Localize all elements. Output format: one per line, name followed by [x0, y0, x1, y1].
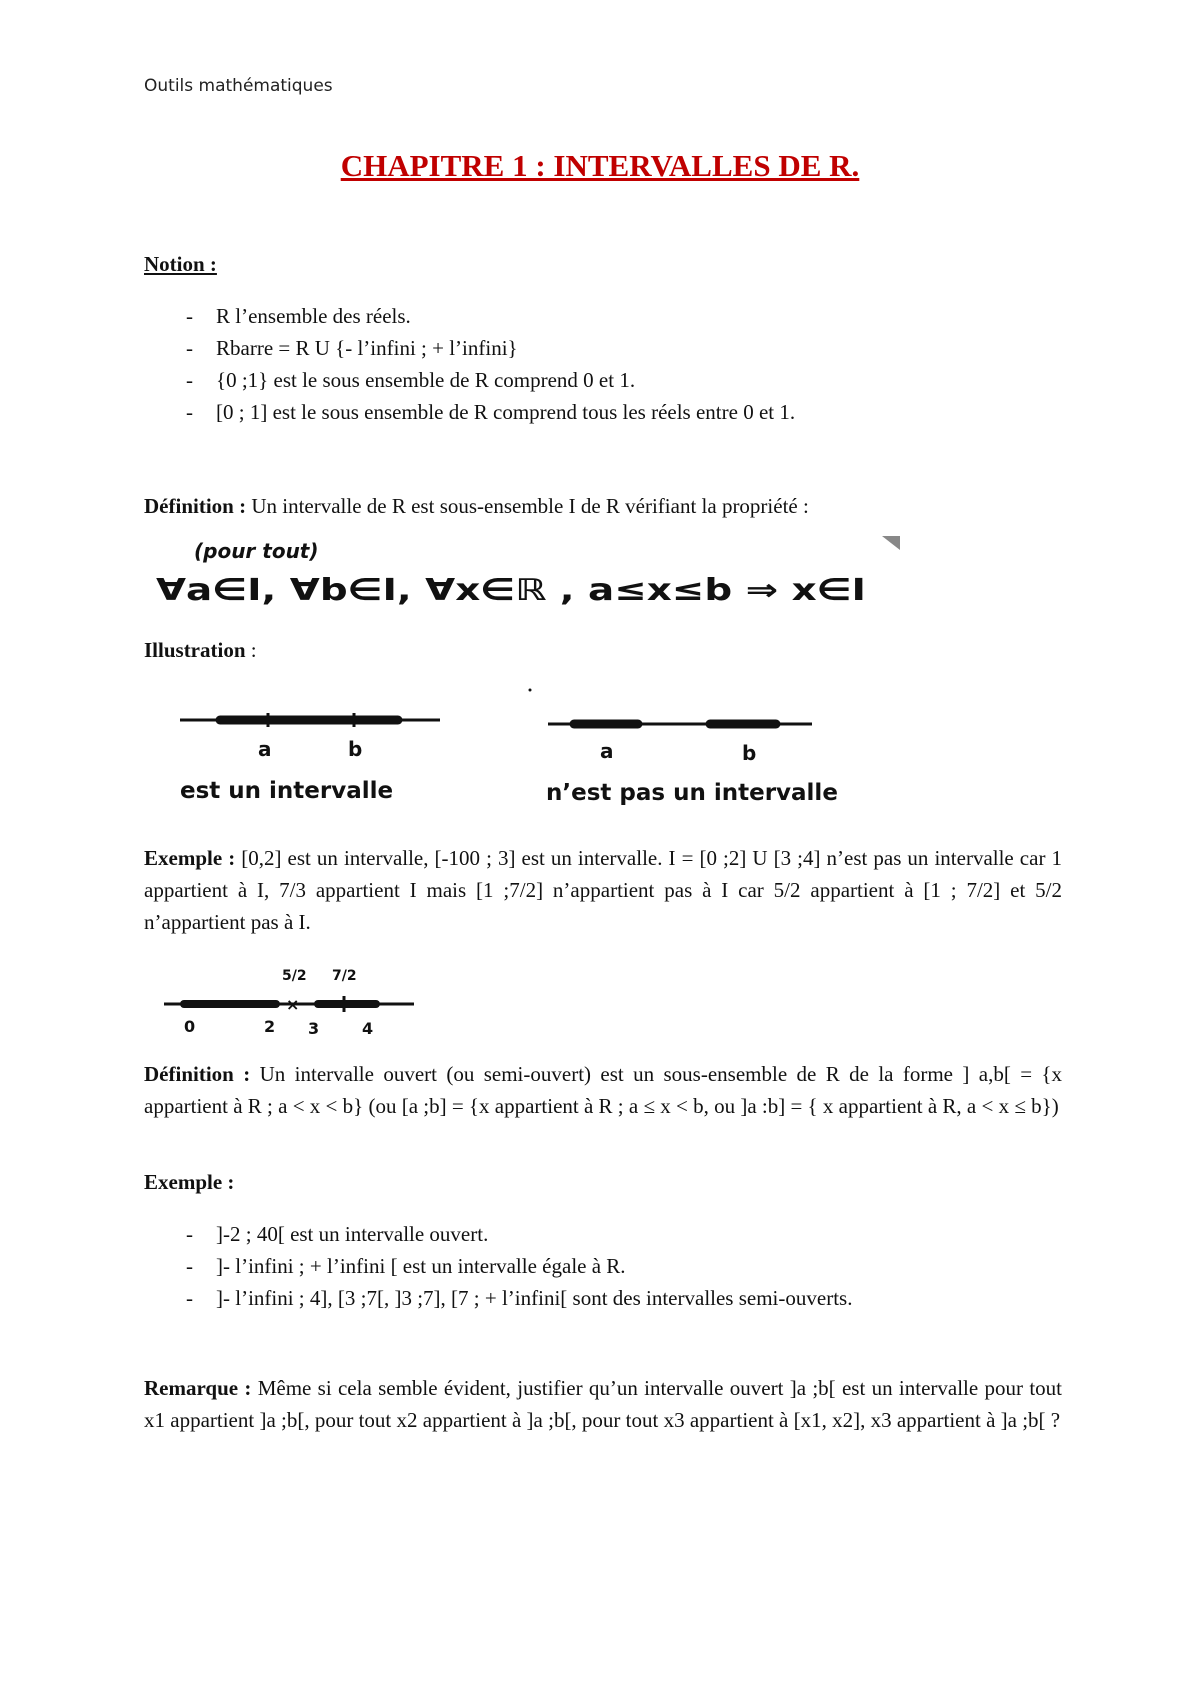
- list-item: - {0 ;1} est le sous ensemble de R comprend 0 et 1.: [144, 364, 1062, 396]
- fraction-7-2: 7/2: [332, 968, 357, 984]
- example-2-list-wrapper: [144, 1218, 1062, 1314]
- label-a-left: a: [258, 737, 272, 761]
- label-b-right: b: [742, 741, 757, 765]
- definition-text: Un intervalle de R est sous-ensemble I de R vérifiant la propriété :: [246, 494, 809, 518]
- definition-label: Définition :: [144, 494, 247, 518]
- definition-label: Définition :: [144, 1062, 251, 1086]
- illustration-suffix: :: [245, 638, 257, 662]
- remark-label: Remarque :: [144, 1376, 252, 1400]
- example-label: Exemple :: [144, 846, 236, 870]
- example-1: [144, 842, 1062, 938]
- notion-list-wrapper: [144, 300, 1062, 428]
- caption-right: n’est pas un intervalle: [546, 780, 838, 806]
- list-item: - R l’ensemble des réels.: [144, 300, 1062, 332]
- definition-text: Un intervalle ouvert (ou semi-ouvert) est un sous-ensemble de R de la forme ] a,b[ = {x appartient à R ; a < x < b} (ou [a ;b] = {x appartient à R ; a ≤ x < b, ou ]a :b] = { x appartient à R, a < x ≤ b}): [144, 1062, 1063, 1118]
- label-b-left: b: [348, 737, 363, 761]
- notion-section: [144, 248, 1062, 280]
- definition-1: [144, 490, 1062, 522]
- list-item: - [0 ; 1] est le sous ensemble de R comprend tous les réels entre 0 et 1.: [144, 396, 1062, 428]
- notion-list: [144, 300, 1062, 428]
- cross-mark: ×: [286, 995, 300, 1014]
- handwritten-note: (pour tout): [194, 539, 319, 563]
- example-number-line-figure: [144, 960, 434, 1044]
- page-title: CHAPITRE 1 : INTERVALLES DE R.: [340, 148, 860, 183]
- example-label: Exemple :: [144, 1170, 235, 1194]
- handwritten-formula: ∀a∈I, ∀b∈I, ∀x∈ℝ , a≤x≤b ⇒ x∈I: [156, 573, 866, 608]
- tick-label-3: 3: [308, 1019, 320, 1038]
- running-header: Outils mathématiques: [144, 76, 333, 96]
- remark-text: Même si cela semble évident, justifier qu’un intervalle ouvert ]a ;b[ est un intervalle pour tout x1 appartient ]a ;b[, pour tout x2 appartient à ]a ;b[, pour tout x3 appartient à [x1, x2], x3 appartient à ]a ;b[ ?: [144, 1376, 1062, 1432]
- illustration-label: Illustration: [144, 638, 246, 662]
- stray-dot: [529, 689, 532, 692]
- list-item: - ]-2 ; 40[ est un intervalle ouvert.: [144, 1218, 1062, 1250]
- tick-label-0: 0: [184, 1017, 196, 1036]
- example-text: [0,2] est un intervalle, [-100 ; 3] est un intervalle. I = [0 ;2] U [3 ;4] n’est pas un intervalle car 1 appartient à I, 7/3 appartient I mais [1 ;7/2] n’appartient pas à I car 5/2 appartient à [1 ; 7/2] et 5/2 n’appartient pas à I.: [144, 846, 1062, 934]
- label-a-right: a: [600, 739, 614, 763]
- page-corner-mark: [882, 536, 900, 550]
- fraction-5-2: 5/2: [282, 968, 307, 984]
- notion-heading: Notion :: [144, 252, 217, 276]
- handwritten-formula-figure: [144, 534, 904, 614]
- definition-2: [144, 1058, 1062, 1122]
- list-item: - ]- l’infini ; + l’infini [ est un intervalle égale à R.: [144, 1250, 1062, 1282]
- tick-label-2: 2: [264, 1017, 276, 1036]
- example-list: [144, 1218, 1062, 1314]
- illustration-section: [144, 634, 1062, 666]
- list-item: - ]- l’infini ; 4], [3 ;7[, ]3 ;7], [7 ; + l’infini[ sont des intervalles semi-ouverts.: [144, 1282, 1062, 1314]
- example-2: [144, 1166, 1062, 1198]
- caption-left: est un intervalle: [180, 778, 394, 804]
- list-item: - Rbarre = R U {- l’infini ; + l’infini}: [144, 332, 1062, 364]
- remark: [144, 1372, 1062, 1436]
- illustration-figure: [144, 680, 874, 816]
- tick-label-4: 4: [362, 1019, 374, 1038]
